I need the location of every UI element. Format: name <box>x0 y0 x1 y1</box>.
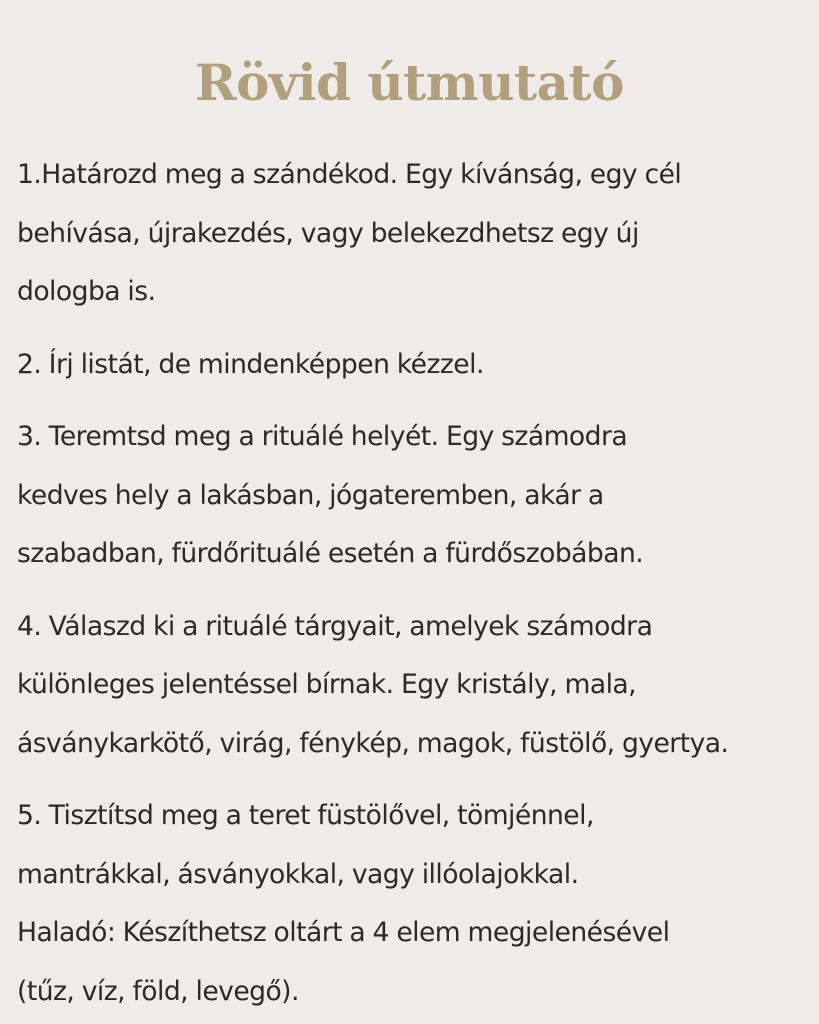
step-1 <box>17 146 817 322</box>
step-5-line-1: 5. Tisztítsd meg a teret füstölővel, tömjénnel, <box>17 800 594 831</box>
step-4-line-1: 4. Válaszd ki a rituálé tárgyait, amelyek számodra <box>17 610 653 642</box>
step-2-line-1: 2. Írj listát, de mindenképpen kézzel. <box>17 348 484 380</box>
page-title: Rövid útmutató <box>195 53 624 112</box>
step-3-line-1: 3. Teremtsd meg a rituálé helyét. Egy számodra <box>17 421 628 452</box>
steps-list <box>17 146 817 1021</box>
step-3-line-3: szabadban, fürdőrituálé esetén a fürdőszobában. <box>17 538 644 569</box>
step-4-line-3: ásványkarkötő, virág, fénykép, magok, füstölő, gyertya. <box>17 727 729 759</box>
step-1-line-2: behívása, újrakezdés, vagy belekezdhetsz egy új <box>17 217 639 249</box>
step-3-line-2: kedves hely a lakásban, jógateremben, akár a <box>17 479 604 511</box>
step-4 <box>17 598 817 774</box>
step-5-line-2: mantrákkal, ásványokkal, vagy illóolajokkal. <box>17 858 579 890</box>
step-1-line-3: dologba is. <box>17 276 156 307</box>
step-5-line-4: (tűz, víz, föld, levegő). <box>17 975 299 1007</box>
step-2 <box>17 336 817 395</box>
step-3 <box>17 408 817 584</box>
step-1-line-1: 1.Határozd meg a szándékod. Egy kívánság, egy cél <box>17 159 682 190</box>
step-5 <box>17 787 817 1021</box>
step-4-line-2: különleges jelentéssel bírnak. Egy kristály, mala, <box>17 669 637 700</box>
step-5-line-3: Haladó: Készíthetsz oltárt a 4 elem megjelenésével <box>17 917 670 948</box>
